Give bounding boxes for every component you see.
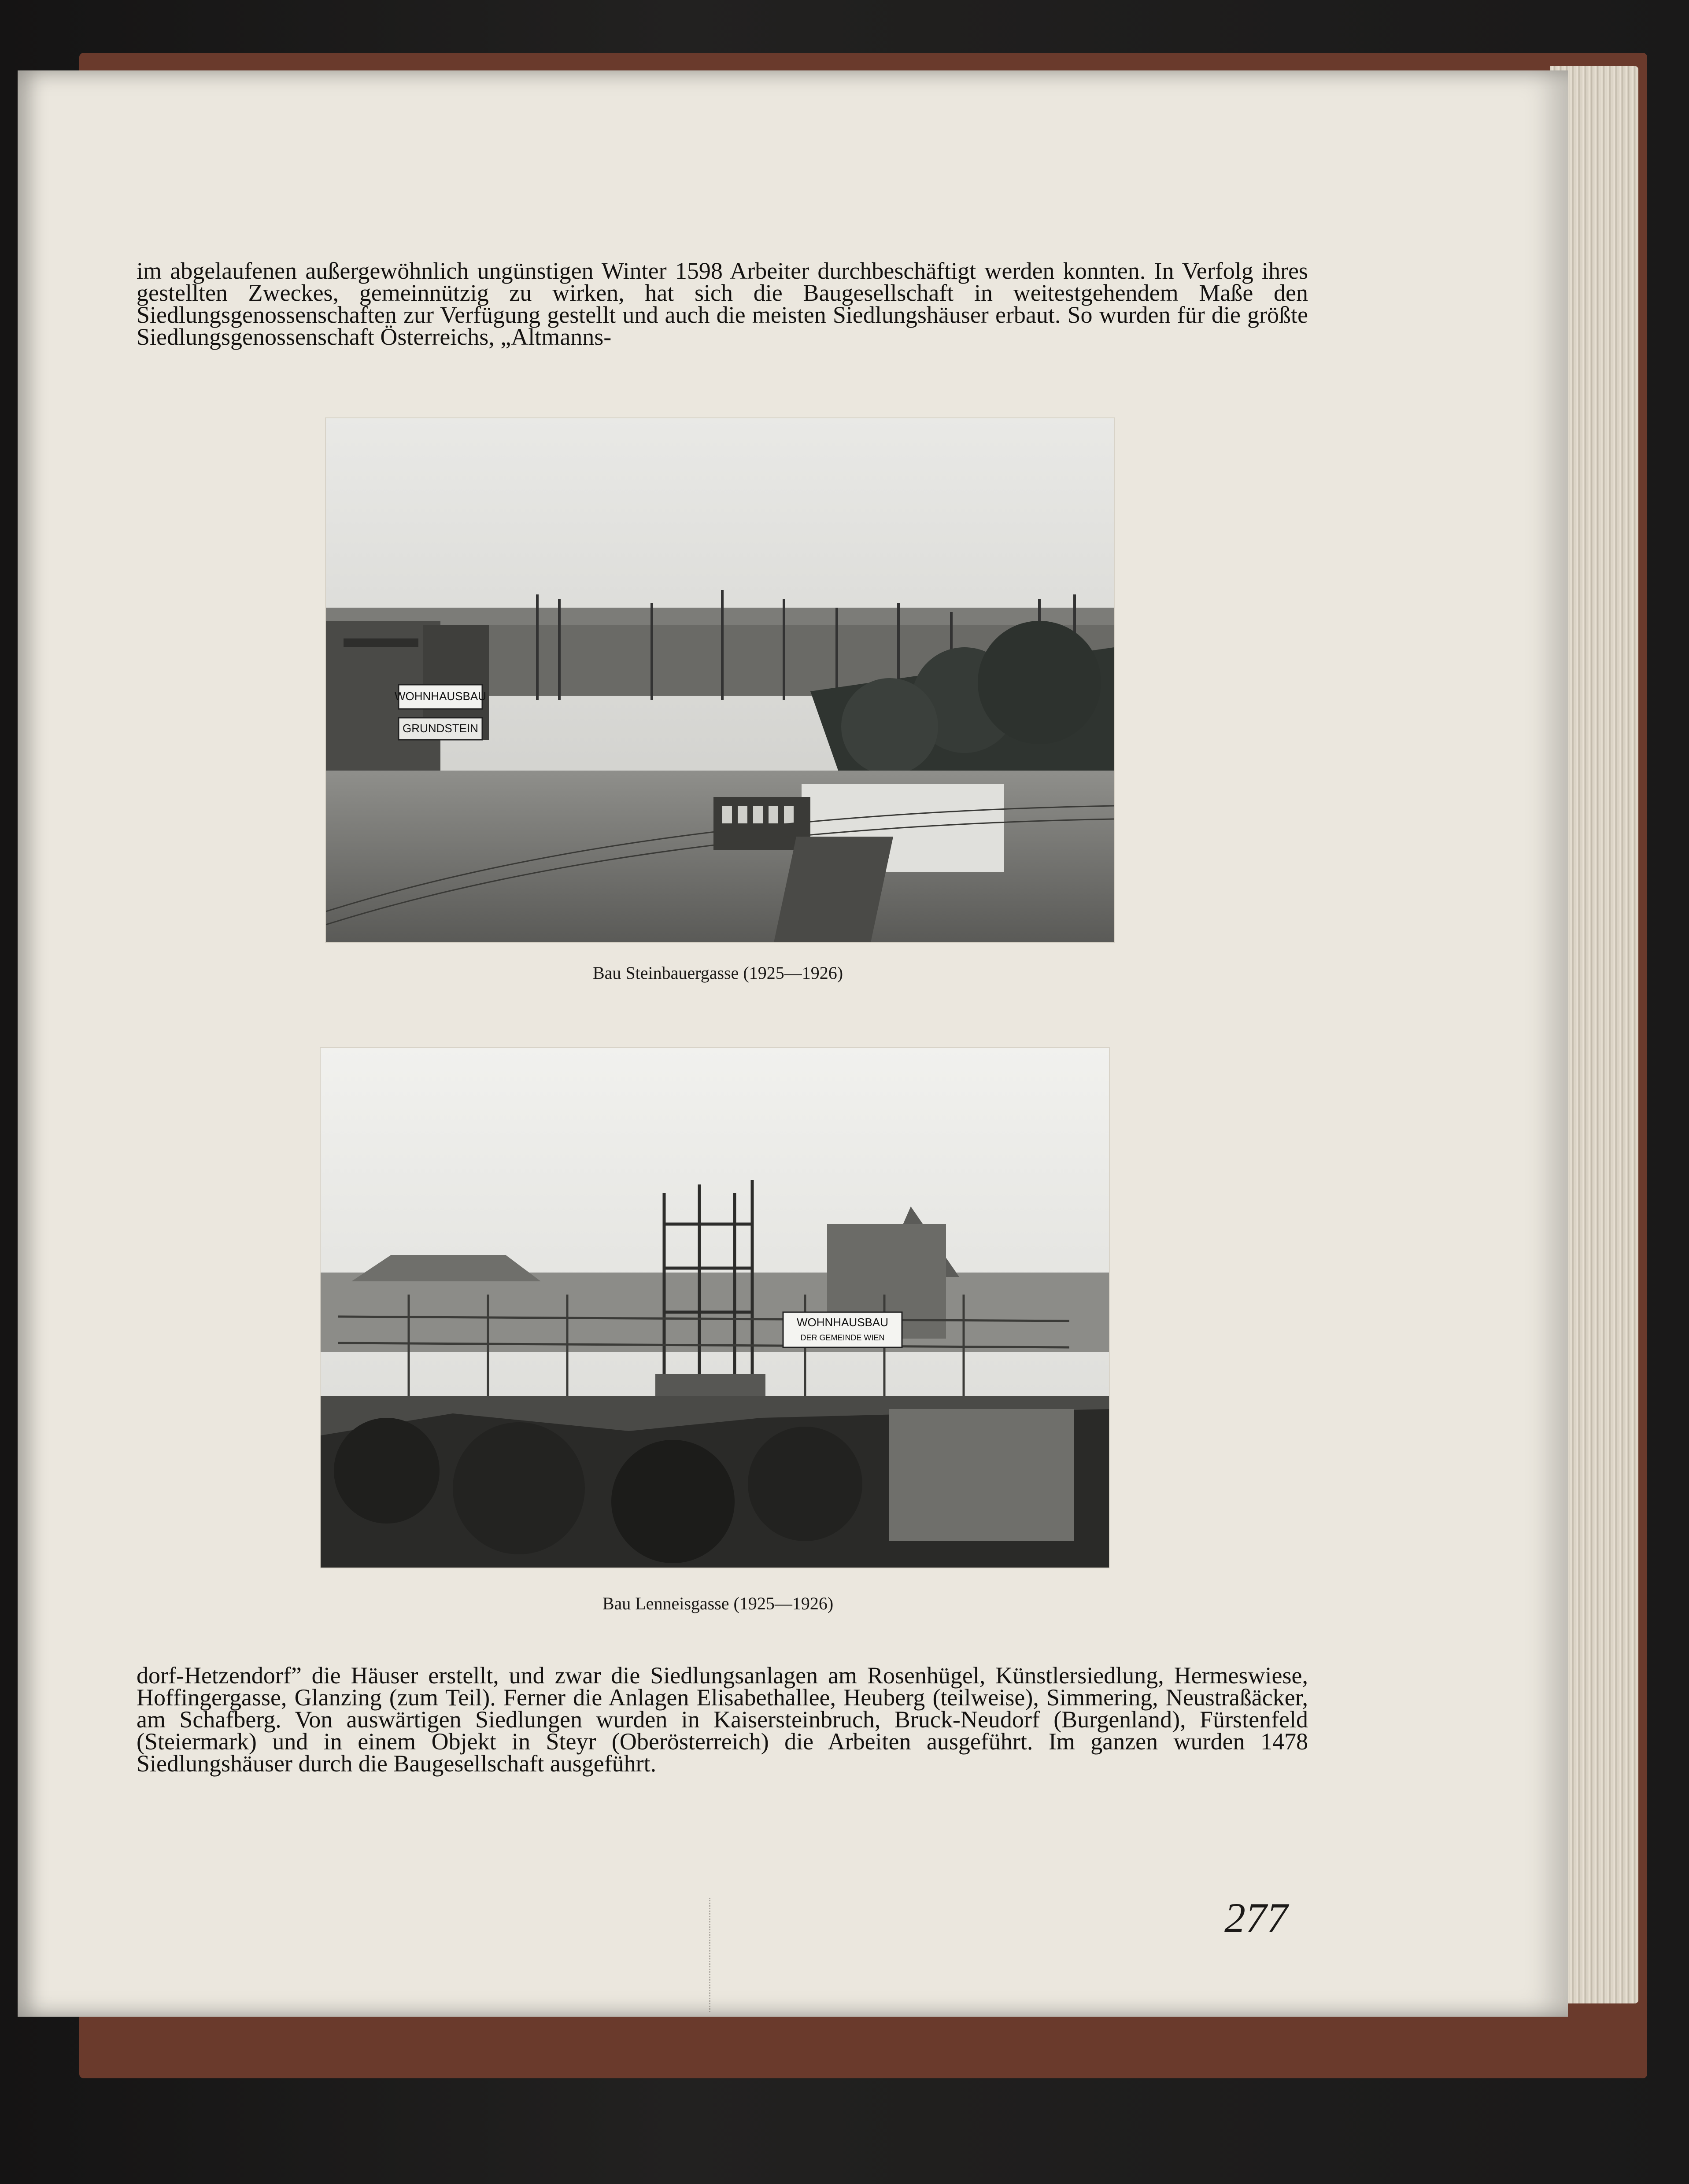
sign-grundstein: GRUNDSTEIN (403, 722, 478, 735)
sign-wohnhausbau-2: WOHNHAUSBAU (796, 1316, 889, 1329)
paragraph-top: im abgelaufenen außergewöhnlich ungünstigen Winter 1598 Arbeiter durchbeschäftigt werden konnten. In Verfolg ihres gestellten Zweckes, gemeinnützig zu wirken, hat sich die Baugesellschaft in weitestgehendem Maße den Siedlungsgenossenschaften zur Verfügung gestellt und auch die meisten Siedlungshäuser erbaut. So wurden für die größte Siedlungsgenossenschaft Österreichs, „Altmanns- (137, 258, 1308, 350)
sign-gemeinde-wien: DER GEMEINDE WIEN (800, 1333, 885, 1342)
construction-photo-1 (326, 418, 1114, 942)
photo-lenneisgasse (321, 1048, 1109, 1568)
page-number: 277 (1224, 1894, 1288, 1941)
sign-wohnhausbau: WOHNHAUSBAU (394, 690, 487, 703)
caption-steinbauergasse: Bau Steinbauergasse (1925—1926) (592, 963, 843, 983)
paragraph-bottom: dorf-Hetzendorf” die Häuser erstellt, und zwar die Siedlungsanlagen am Rosenhügel, Künstlersiedlung, Hermeswiese, Hoffingergasse, Glanzing (zum Teil). Ferner die Anlagen Elisabethallee, Heuberg (teilweise), Simmering, Neustraßäcker, am Schafberg. Von auswärtigen Siedlungen wurden in Kaisersteinbruch, Bruck-Neudorf (Burgenland), Fürstenfeld (Steiermark) und in einem Objekt in Steyr (Oberösterreich) die Arbeiten ausgeführt. Im ganzen wurden 1478 Siedlungshäuser durch die Baugesellschaft ausgeführt. (137, 1662, 1308, 1777)
construction-photo-2 (321, 1048, 1109, 1568)
caption-lenneisgasse: Bau Lenneisgasse (1925—1926) (602, 1594, 834, 1613)
photo-steinbauergasse (326, 418, 1114, 942)
fold-mark (709, 1898, 712, 2012)
